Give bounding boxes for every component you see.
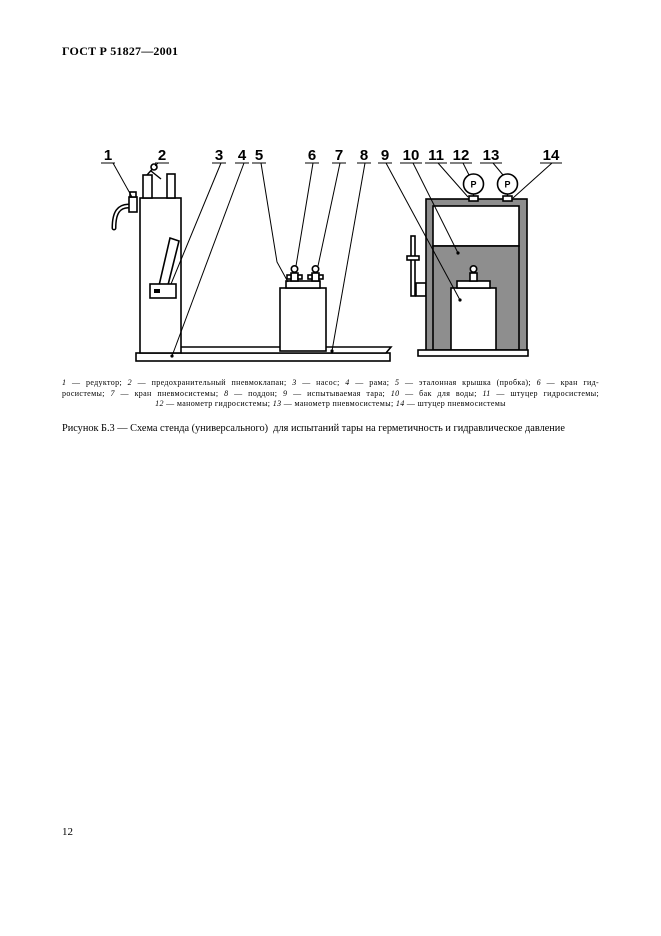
gauge-letter: P [504, 179, 511, 190]
document-header: ГОСТ Р 51827—2001 [62, 44, 179, 58]
valve-port-right [319, 275, 323, 279]
legend-text: — кран пневмосистемы; [114, 388, 225, 398]
legend-text: — манометр пневмосистемы; [281, 399, 396, 408]
leader-line [261, 163, 288, 282]
leader-dot [330, 349, 333, 352]
valve-port-right [298, 275, 302, 279]
valve-stem [470, 273, 477, 281]
legend-number: 7 [110, 388, 115, 398]
valve-handwheel [312, 266, 318, 272]
callout-6 [296, 147, 319, 266]
legend-text: — штуцер пневмосистемы [404, 399, 506, 408]
pneumatic-pressure-gauge [498, 174, 518, 196]
legend-line-2 [62, 389, 599, 400]
callout-number: 8 [359, 147, 369, 164]
reducer-pipe-outer [114, 206, 129, 228]
callout-13 [480, 147, 503, 175]
callout-number: 10 [402, 147, 420, 164]
tested-container-valve [470, 266, 477, 281]
right-stand [407, 174, 528, 356]
legend-text: росистемы; [62, 388, 111, 398]
legend-text: — испытываемая тара; [287, 388, 391, 398]
legend-number: 10 [390, 388, 400, 398]
leader-line [513, 163, 552, 198]
valve-handwheel [291, 266, 297, 272]
legend-number: 8 [224, 388, 229, 398]
legend-number: 6 [536, 378, 541, 387]
legend-text: — штуцер гидросистемы; [490, 388, 600, 398]
callout-number: 7 [334, 147, 344, 164]
callout-number: 1 [103, 147, 113, 164]
legend-text: — редуктор; [66, 378, 128, 387]
left-stand [114, 164, 391, 361]
callout-number: 11 [428, 147, 444, 164]
side-rod-handle [407, 256, 419, 260]
valve-stem [312, 273, 319, 281]
callout-number: 12 [452, 147, 470, 164]
side-rod [411, 236, 415, 296]
legend-line-1 [62, 378, 599, 389]
pump-box-marker [154, 289, 160, 293]
callout-5 [252, 147, 288, 282]
legend-number: 13 [272, 399, 282, 408]
leader-dot [458, 298, 461, 301]
legend-text: — поддон; [228, 388, 284, 398]
reducer-body [129, 197, 137, 212]
legend-number: 4 [345, 378, 350, 387]
legend-text: — манометр гидросистемы; [163, 399, 273, 408]
legend-number: 5 [394, 378, 400, 387]
pneumatic-fitting [503, 196, 512, 201]
hydraulic-pressure-gauge [464, 174, 484, 196]
callout-number: 4 [237, 147, 247, 164]
callout-number: 3 [214, 147, 224, 164]
tested-container-cap [457, 281, 490, 288]
frame-base [136, 353, 390, 361]
leader-line [113, 163, 132, 197]
reference-container-body [280, 288, 326, 351]
stand-diagram [0, 0, 661, 380]
callout-number: 14 [542, 147, 560, 164]
callout-7 [318, 147, 346, 266]
leader-line [332, 163, 365, 351]
legend-text: — бак для воды; [399, 388, 483, 398]
page-number: 12 [62, 826, 73, 838]
leader-dot [170, 354, 173, 357]
reference-container [280, 266, 326, 351]
legend-line-3 [62, 399, 599, 410]
gauge-letter: P [470, 179, 477, 190]
valve-stem [291, 273, 298, 281]
callout-number: 2 [157, 147, 167, 164]
reference-cap [286, 281, 320, 288]
leader-line [318, 163, 340, 266]
legend-text: — предохранительный пневмоклапан; [132, 378, 293, 387]
figure-legend [62, 378, 599, 410]
valve-port-left [287, 275, 291, 279]
hydraulic-fitting [469, 196, 478, 201]
callout-12 [450, 147, 472, 175]
leader-dot [456, 251, 459, 254]
legend-number: 3 [292, 378, 297, 387]
leader-line [463, 163, 469, 175]
callout-4 [170, 147, 249, 358]
legend-text: — эталонная крышка (пробка); [399, 378, 537, 387]
legend-text: — кран гид- [540, 378, 600, 387]
legend-number: 11 [482, 388, 491, 398]
pump-box [150, 284, 176, 298]
callout-number: 5 [254, 147, 264, 164]
stand-base [418, 350, 528, 356]
tested-container [451, 288, 496, 350]
legend-number: 12 [155, 399, 164, 408]
legend-number: 14 [395, 399, 405, 408]
air-space [433, 206, 519, 246]
legend-number: 9 [283, 388, 288, 398]
callout-1 [101, 147, 132, 197]
callout-number: 9 [380, 147, 390, 164]
figure-caption: Рисунок Б.3 — Схема стенда (универсального) для испытаний тары на герметичность и гидравлическое давление [62, 423, 565, 434]
column-rod [167, 174, 175, 198]
legend-text: — насос; [296, 378, 346, 387]
hydraulic-valve [287, 266, 302, 281]
valve-handwheel [470, 266, 476, 272]
legend-number: 2 [127, 378, 133, 387]
leader-line [296, 163, 313, 266]
side-bracket [416, 283, 426, 296]
callout-2 [155, 147, 169, 166]
safety-valve-body [143, 175, 152, 198]
callout-number: 6 [307, 147, 317, 164]
callout-14 [513, 147, 562, 198]
leader-line [172, 163, 244, 356]
callout-number: 13 [482, 147, 500, 164]
pneumatic-valve [308, 266, 323, 281]
leader-line [493, 163, 503, 175]
legend-number: 1 [62, 378, 67, 387]
valve-port-left [308, 275, 312, 279]
legend-text: — рама; [349, 378, 395, 387]
